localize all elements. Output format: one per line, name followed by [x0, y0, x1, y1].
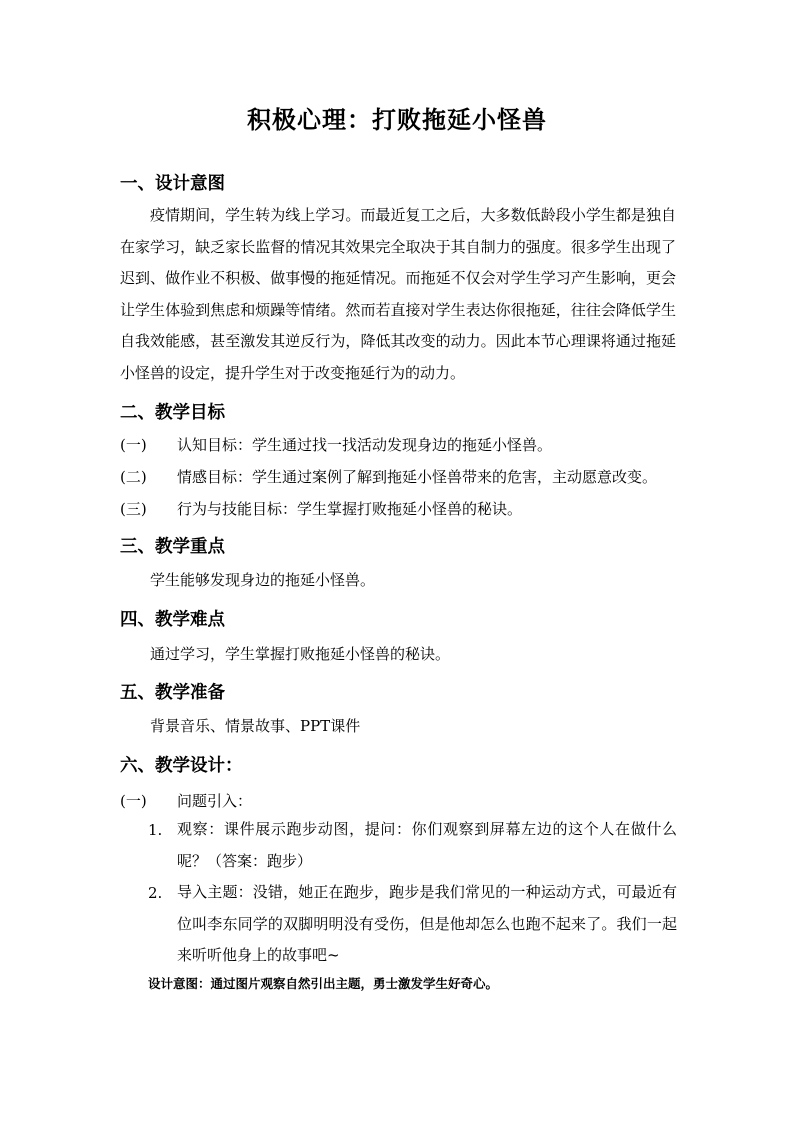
- goal-number: (三): [120, 500, 147, 518]
- section-heading-teaching-design: 六、教学设计：: [120, 756, 243, 776]
- section-heading-teaching-difficulty: 四、教学难点: [120, 610, 225, 630]
- teaching-prep-text: 背景音乐、情景故事、PPT课件: [150, 717, 361, 735]
- section-heading-teaching-prep: 五、教学准备: [120, 683, 225, 703]
- teaching-focus-text: 学生能够发现身边的拖延小怪兽。: [150, 571, 376, 589]
- design-sub-number: (一): [120, 792, 147, 810]
- goal-number: (一): [120, 436, 147, 454]
- step-number: 2.: [148, 884, 163, 902]
- goal-number: (二): [120, 468, 147, 486]
- teaching-difficulty-text: 通过学习，学生掌握打败拖延小怪兽的秘诀。: [150, 645, 451, 663]
- document-title: 积极心理：打败拖延小怪兽: [247, 105, 547, 134]
- step-number: 1.: [148, 821, 163, 839]
- design-intent-paragraph: 疫情期间，学生转为线上学习。而最近复工之后，大多数低龄段小学生都是独自在家学习，缺乏家长监督的情况其效果完全取决于其自制力的强度。很多学生出现了迟到、做作业不积极、做事慢的拖延情况。而拖延不仅会对学生学习产生影响，更会让学生体验到焦虑和烦躁等情绪。然而若直接对学生表达你很拖延，往往会降低学生自我效能感，甚至激发其逆反行为，降低其改变的动力。因此本节心理课将通过拖延小怪兽的设定，提升学生对于改变拖延行为的动力。: [120, 206, 676, 382]
- design-intent-note: 设计意图：通过图片观察自然引出主题，勇士激发学生好奇心。: [148, 976, 499, 991]
- step-observe: 观察：课件展示跑步动图，提问：你们观察到屏幕左边的这个人在做什么呢？（答案：跑步）: [177, 820, 677, 870]
- section-heading-teaching-focus: 三、教学重点: [120, 537, 225, 557]
- goal-behavior: 行为与技能目标：学生掌握打败拖延小怪兽的秘诀。: [177, 500, 523, 518]
- goal-cognitive: 认知目标：学生通过找一找活动发现身边的拖延小怪兽。: [177, 436, 553, 454]
- design-sub-heading: 问题引入：: [177, 792, 253, 810]
- step-introduce-topic: 导入主题：没错，她正在跑步，跑步是我们常见的一种运动方式，可最近有位叫李东同学的双脚明明没有受伤，但是他却怎么也跑不起来了。我们一起来听听他身上的故事吧~: [177, 883, 677, 964]
- section-heading-teaching-goals: 二、教学目标: [120, 403, 225, 423]
- goal-emotional: 情感目标：学生通过案例了解到拖延小怪兽带来的危害，主动愿意改变。: [177, 468, 658, 486]
- section-heading-design-intent: 一、设计意图: [120, 174, 225, 194]
